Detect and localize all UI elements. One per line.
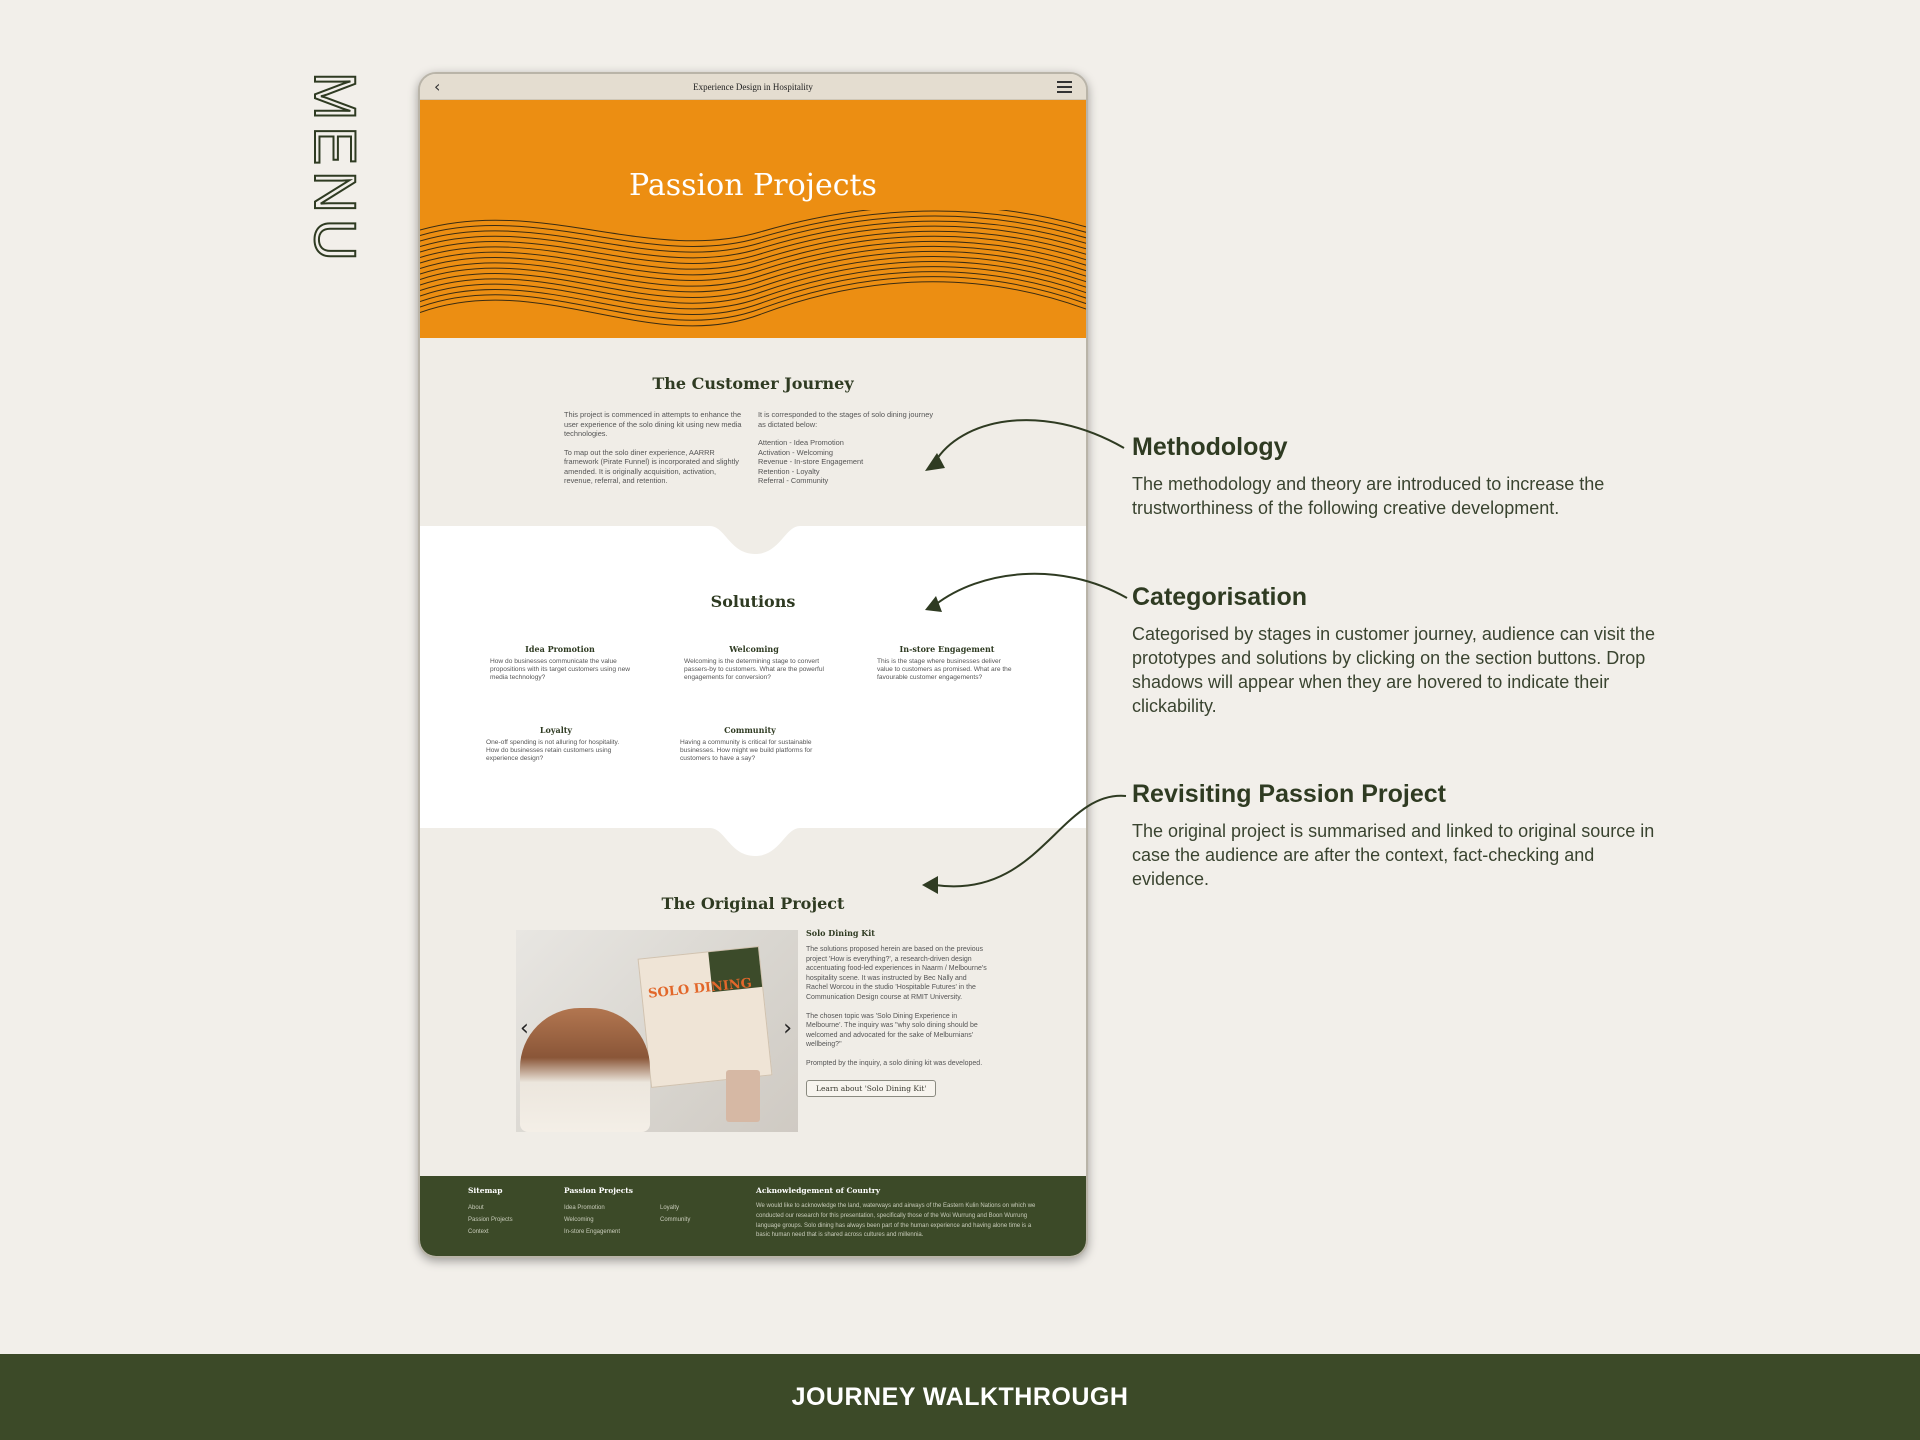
original-paragraph: The chosen topic was 'Solo Dining Experience in Melbourne'. The inquiry was "why solo dining should be welcomed and advocated for the sake of Melburnians' wellbeing?" [806,1012,978,1049]
solutions-title: Solutions [710,592,796,611]
stage-item: Revenue - In-store Engagement [758,457,864,466]
footer-link[interactable]: Context [468,1229,489,1235]
bottom-banner [0,1354,1920,1440]
solution-text: Having a community is critical for sustainable businesses. How might we build platforms for customers to have a say? [680,739,813,762]
solution-text: One-off spending is not alluring for hospitality. How do businesses retain customers using experience design? [486,739,620,762]
stage-item: Attention - Idea Promotion [758,438,844,447]
footer-link[interactable]: Passion Projects [468,1217,513,1223]
original-paragraph: Prompted by the inquiry, a solo dining kit was developed. [806,1059,983,1067]
solution-text: This is the stage where businesses deliver value to customers as promised. What are the favourable customer engagements? [877,658,1012,681]
annotation-title: Categorisation [1132,583,1308,611]
solution-text: Welcoming is the determining stage to convert passers-by to customers. What are the powerful engagements for conversion? [684,658,824,681]
annotation-title: Methodology [1132,433,1288,461]
annotation-text: Categorised by stages in customer journey, audience can visit the prototypes and solutions by clicking on the section buttons. Drop shadows will appear when they are hovered to indicate their clickability. [1132,624,1655,716]
hero-title: Passion Projects [629,168,877,203]
carousel-prev-icon[interactable]: ‹ [520,1016,529,1041]
annotation-text: The methodology and theory are introduced to increase the trustworthiness of the following creative development. [1132,474,1605,518]
kit-title: Solo Dining Kit [806,928,875,938]
menu-vertical-label: MENU [302,72,367,267]
annotation-methodology [1132,433,1672,520]
carousel-next-icon[interactable]: › [783,1016,792,1041]
solution-title: In-store Engagement [899,644,995,654]
footer-link[interactable]: Community [660,1217,691,1223]
solution-title: Community [724,725,776,735]
original-paragraph: The solutions proposed herein are based on the previous project 'How is everything?', a research-driven design accentuating food-led experiences in Naarm / Melbourne's hospitality scene. It was instructed by Bec Nally and Rachel Worcou in the studio 'Hospitable Futures' in the Communication Design course at RMIT University. [806,946,987,1001]
site-title: Experience Design in Hospitality [693,81,813,92]
annotation-title: Revisiting Passion Project [1132,780,1446,808]
bottom-banner-label: JOURNEY WALKTHROUGH [791,1382,1129,1411]
footer-heading: Passion Projects [564,1186,633,1195]
solution-title: Loyalty [539,725,573,735]
stage-item: Retention - Loyalty [758,466,820,476]
original-title: The Original Project [661,894,845,913]
footer-link[interactable]: Idea Promotion [564,1205,605,1211]
footer-link[interactable]: Loyalty [660,1205,680,1211]
annotation-text: The original project is summarised and linked to original source in case the audience are after the context, fact-checking and evidence. [1132,821,1655,889]
poster-text: SOLO DINING [647,975,753,1002]
learn-solo-dining-kit-button[interactable]: Learn about 'Solo Dining Kit' [806,1080,936,1097]
annotation-revisiting [1132,780,1672,891]
back-arrow-icon[interactable]: ‹ [434,77,441,96]
annotation-categorisation [1132,583,1672,718]
journey-intro: It is corresponded to the stages of solo dining journey as dictated below: [758,410,934,429]
footer-link[interactable]: In-store Engagement [564,1229,621,1235]
footer-heading: Acknowledgement of Country [756,1186,881,1195]
footer-link[interactable]: About [468,1205,484,1211]
solution-title: Welcoming [729,644,779,654]
journey-paragraph: To map out the solo diner experience, AARRR framework (Pirate Funnel) is incorporated and slightly amended. It is originally acquisition, activation, revenue, referral, and retention. [564,447,739,485]
stage-item: Referral - Community [758,476,829,485]
solution-text: How do businesses communicate the value propositions with its target customers using new media technology? [490,658,630,681]
journey-title: The Customer Journey [652,374,854,393]
journey-paragraph: This project is commenced in attempts to enhance the user experience of the solo dining kit using new media technologies. [564,410,742,438]
acknowledgement-text: We would like to acknowledge the land, waterways and airways of the Eastern Kulin Nations on which we conducted our research for this presentation, specifically those of the Woi Wurrung and Boon Wurrung language groups. Solo dining has always been part of the human experience and having alone time is a basic human need that is shared across cultures and millennia. [756,1203,1036,1239]
footer-heading: Sitemap [468,1186,503,1195]
solution-title: Idea Promotion [525,644,595,654]
footer-link[interactable]: Welcoming [564,1217,594,1223]
stage-item: Activation - Welcoming [758,447,834,457]
